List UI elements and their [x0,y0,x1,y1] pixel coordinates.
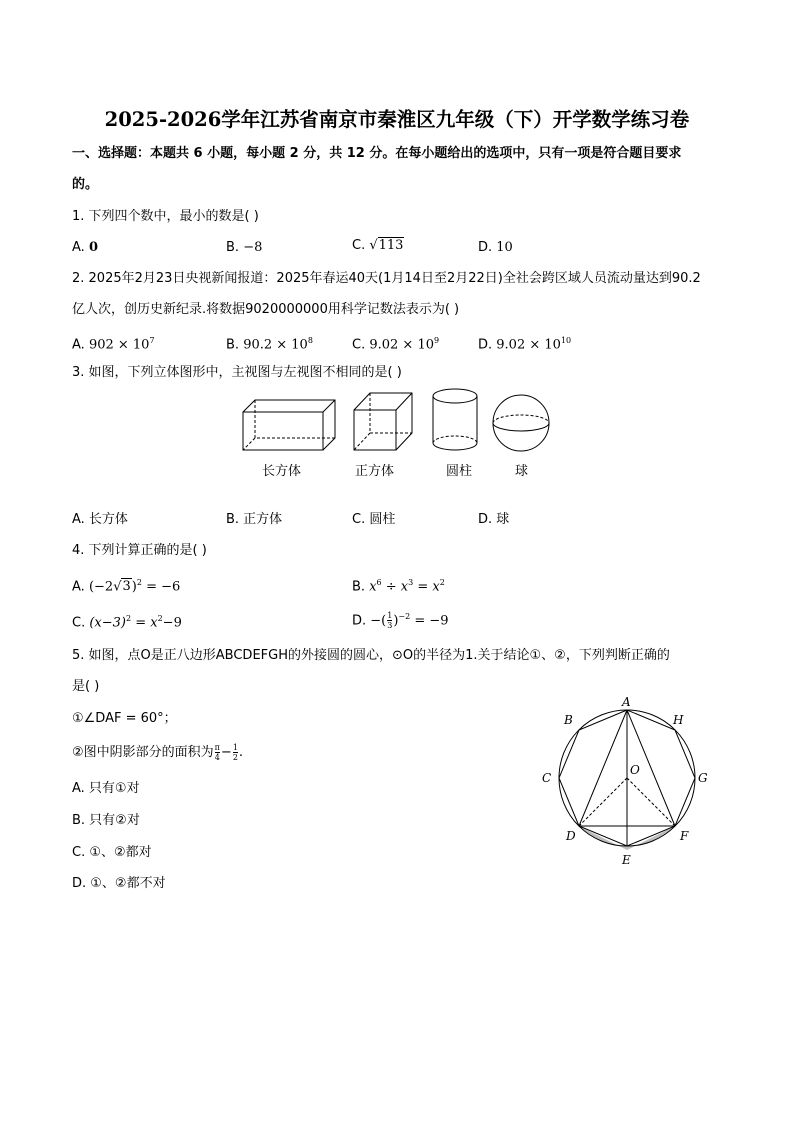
q3-option-d[interactable]: D. 球 [478,512,510,527]
caption-cuboid: 长方体 [262,464,302,479]
label-G: G [698,771,708,785]
q2-option-b[interactable]: B. $90.2 \times 10^8$ [226,336,313,353]
q4-option-b[interactable]: B. $x^6 \div x^3 = x^2$ [352,578,445,595]
label-F: F [680,829,689,843]
q3-option-a[interactable]: A. 长方体 [72,512,128,527]
q2-option-a[interactable]: A. $902 \times 10^7$ [72,336,155,353]
q1-stem: 1. 下列四个数中，最小的数是( ) [72,209,259,224]
segment-OD [579,778,627,826]
q5-claim-1: ①∠DAF = 60°； [72,711,177,726]
q4-stem: 4. 下列计算正确的是( ) [72,543,207,558]
label-H: H [673,713,684,727]
label-D: D [566,829,576,843]
q2-stem-line2: 亿人次，创历史新纪录.将数据9020000000用科学记数法表示为( ) [72,302,460,317]
caption-cylinder: 圆柱 [446,464,473,479]
q1-option-b[interactable]: B. −8 [226,240,263,255]
q5-option-b[interactable]: B. 只有②对 [72,813,140,828]
segment-OF [627,778,675,826]
label-C: C [542,771,552,785]
q2-stem-line1: 2. 2025年2月23日央视新闻报道：2025年春运40天(1月14日至2月22日)全社会跨区域人员流动量达到90.2 [72,271,701,286]
q2-option-d[interactable]: D. $9.02 \times 10^{10}$ [478,336,572,353]
q5-option-a[interactable]: A. 只有①对 [72,781,140,796]
caption-sphere: 球 [515,464,529,479]
q2-option-c[interactable]: C. $9.02 \times 10^9$ [352,336,440,353]
page-title: 2025-2026学年江苏省南京市秦淮区九年级（下）开学数学练习卷 [104,108,690,131]
q1-option-c[interactable]: C. √113 [352,238,404,253]
section-instructions: 一、选择题：本题共 6 小题，每小题 2 分，共 12 分。在每小题给出的选项中，只有一项是符合题目要求 [72,146,682,161]
caption-cube: 正方体 [355,464,395,479]
q3-option-c[interactable]: C. 圆柱 [352,512,396,527]
q1-option-d[interactable]: D. 10 [478,240,513,255]
q5-stem-line1: 5. 如图，点O是正八边形ABCDEFGH的外接圆的圆心，⊙O的半径为1.关于结论①、②，下列判断正确的 [72,648,670,663]
label-O: O [630,763,640,777]
q3-option-b[interactable]: B. 正方体 [226,512,283,527]
q5-option-c[interactable]: C. ①、②都对 [72,845,152,860]
q1-sqrt-radicand: 113 [378,238,404,253]
label-A: A [622,695,631,709]
q1-option-a[interactable]: A. 0 [72,240,98,255]
q5-claim-2: ②图中阴影部分的面积为 $\frac{\pi}{4}$ − $\frac{1}{2}$ . [72,743,244,762]
label-E: E [622,853,631,867]
q4-option-a[interactable]: A. $(-2√3)^2 = -6$ [72,578,181,595]
q4-d-fraction: $\frac{1}{3}$ [387,611,393,631]
section-instructions-cont: 的。 [72,177,99,192]
label-B: B [564,713,573,727]
q4-option-d[interactable]: D. −( $\frac{1}{3}$ )$^{-2}$ = −9 [352,611,449,631]
q5-option-d[interactable]: D. ①、②都不对 [72,876,166,891]
q4-option-c[interactable]: C. $(x-3)^2 = x^2-9$ [72,614,182,631]
q3-stem: 3. 如图，下列立体图形中，主视图与左视图不相同的是( ) [72,365,402,380]
q5-stem-line2: 是( ) [72,679,100,694]
